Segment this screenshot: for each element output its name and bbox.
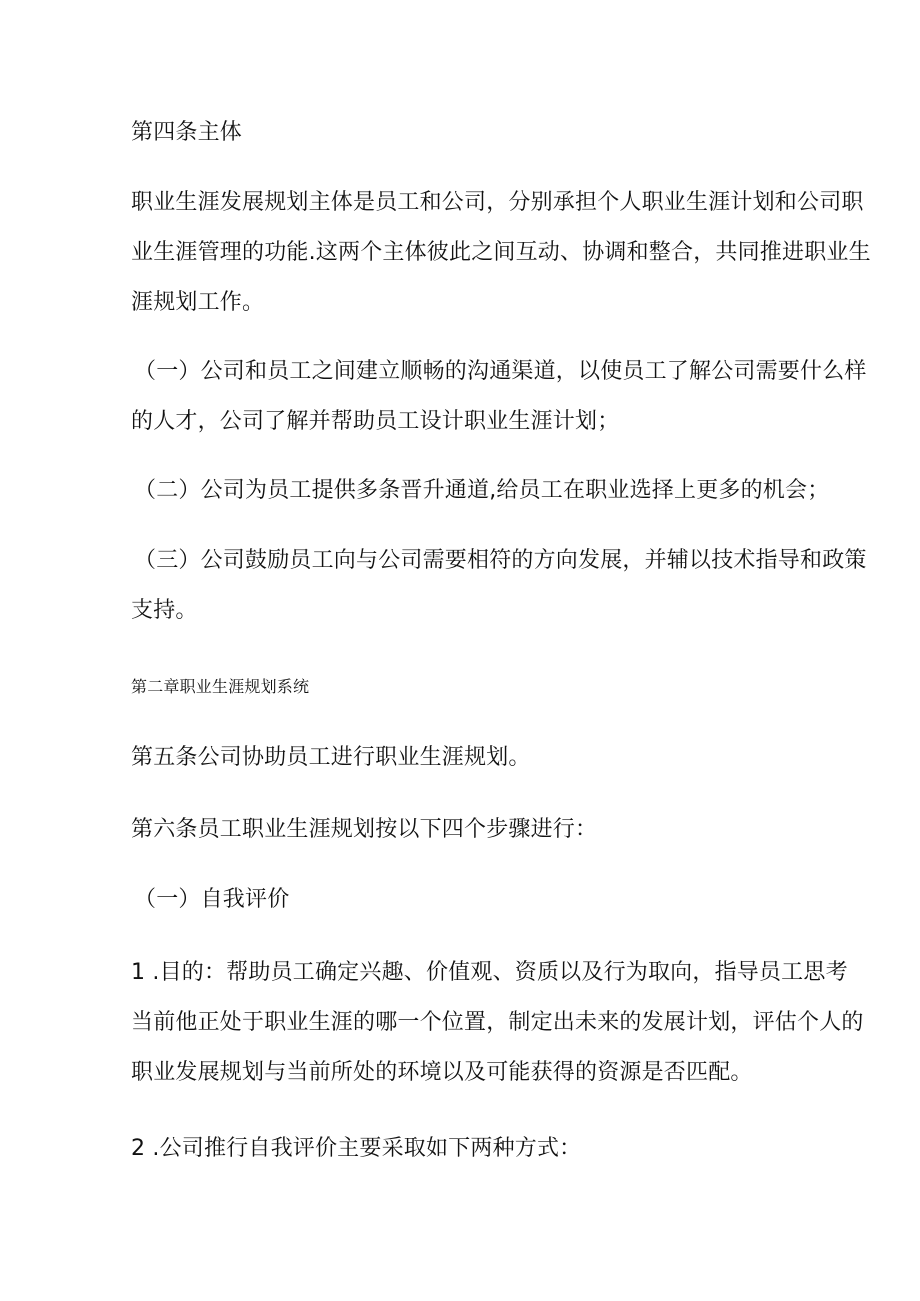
article4-title: 第四条主体: [131, 120, 243, 145]
item3-line-1: （三）公司鼓励员工向与公司需要相符的方向发展，并辅以技术指导和政策: [134, 548, 867, 573]
article4-body-line-2: 业生涯管理的功能.这两个主体彼此之间互动、协调和整合，共同推进职业生: [131, 240, 871, 265]
chapter2-title: 第二章职业生涯规划系统: [131, 677, 310, 696]
point2: 2 .公司推行自我评价主要采取如下两种方式：: [131, 1136, 582, 1161]
item2-line-1: （二）公司为员工提供多条晋升通道,给员工在职业选择上更多的机会；: [134, 478, 830, 503]
article4-body-line-1: 职业生涯发展规划主体是员工和公司，分别承担个人职业生涯计划和公司职: [131, 190, 864, 215]
article5: 第五条公司协助员工进行职业生涯规划。: [131, 745, 531, 770]
item1-line-1: （一）公司和员工之间建立顺畅的沟通渠道，以使员工了解公司需要什么样: [134, 359, 867, 384]
article4-body-line-3: 涯规划工作。: [131, 290, 265, 315]
item1-line-2: 的人才，公司了解并帮助员工设计职业生涯计划；: [131, 409, 620, 434]
item3-line-2: 支持。: [131, 598, 198, 623]
point1-line-3: 职业发展规划与当前所处的环境以及可能获得的资源是否匹配。: [131, 1060, 753, 1085]
point1-line-2: 当前他正处于职业生涯的哪一个位置，制定出未来的发展计划，评估个人的: [131, 1010, 864, 1035]
article6: 第六条员工职业生涯规划按以下四个步骤进行：: [131, 817, 598, 842]
step1-title: （一）自我评价: [134, 887, 290, 912]
point1-line-1: 1 .目的：帮助员工确定兴趣、价值观、资质以及行为取向，指导员工思考: [131, 960, 848, 985]
